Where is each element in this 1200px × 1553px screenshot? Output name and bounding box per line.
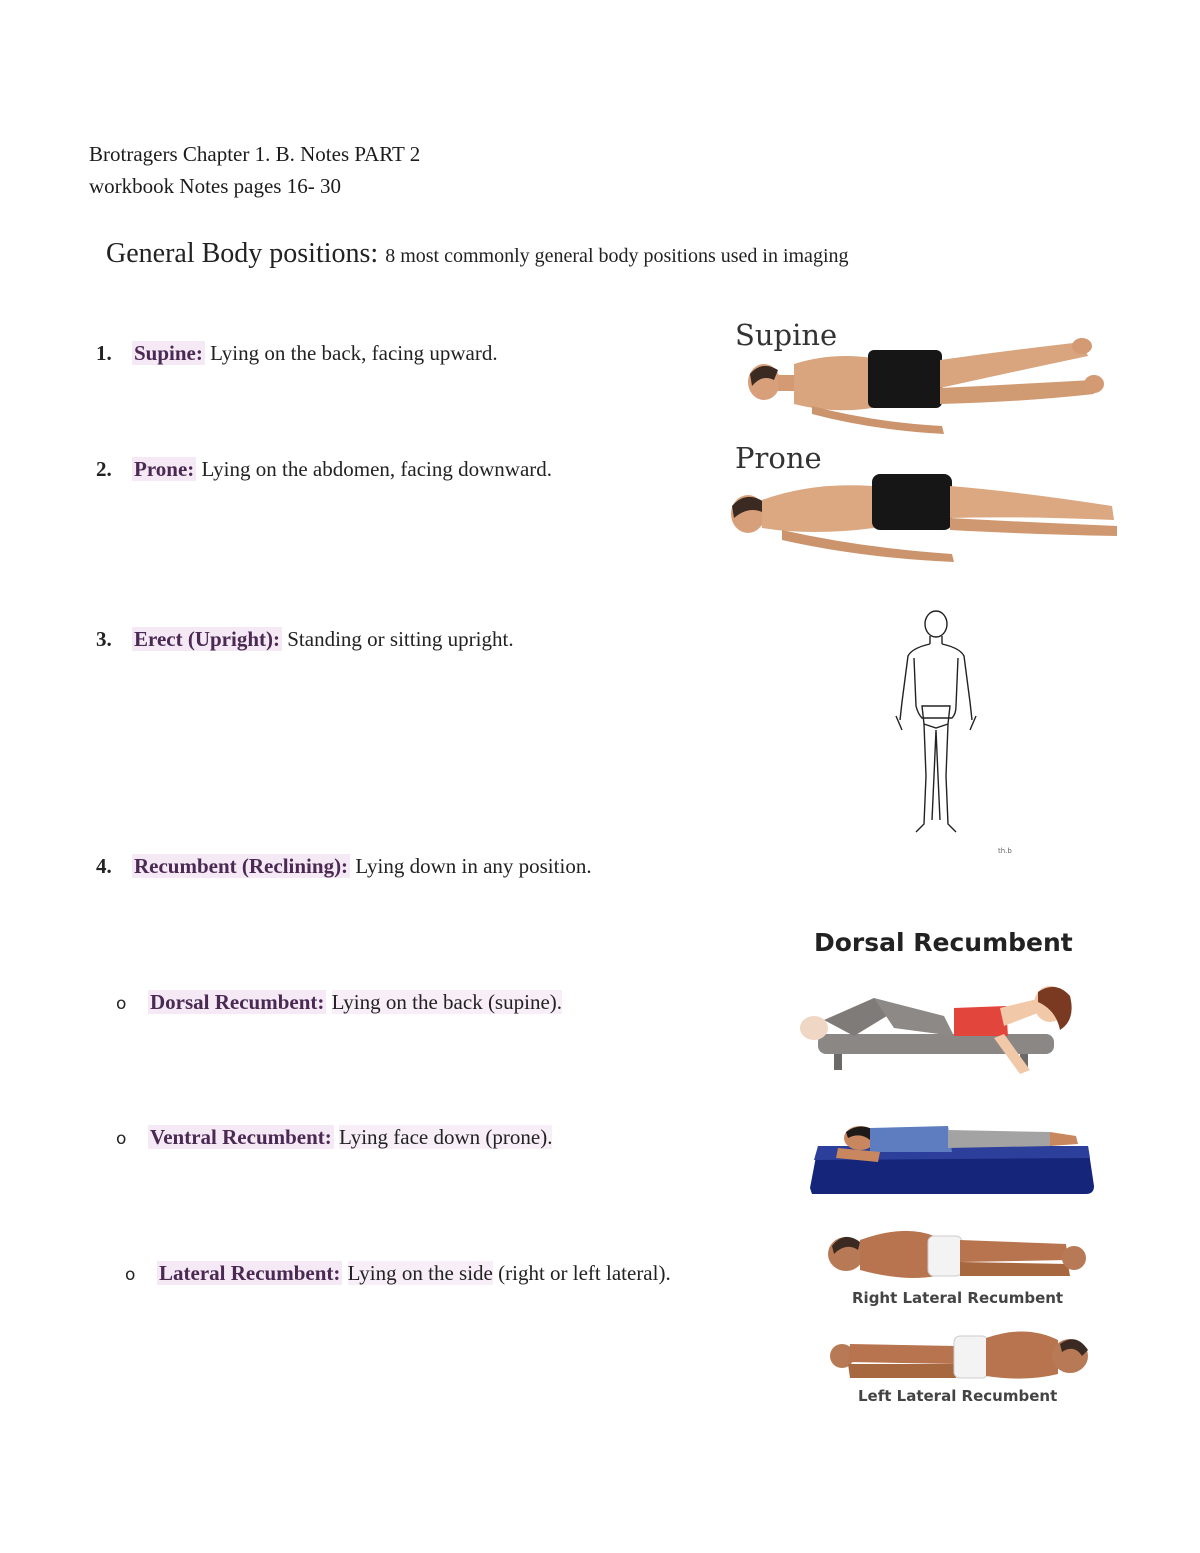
sub-item-lateral [125, 1261, 671, 1286]
item-description: Lying down in any position. [355, 854, 592, 878]
section-heading [106, 238, 849, 270]
doc-header-line-1: Brotragers Chapter 1. B. Notes PART 2 [89, 142, 421, 166]
section-title: General Body positions: [106, 238, 379, 269]
bullet: o [116, 994, 127, 1014]
right-lateral-recumbent-caption: Right Lateral Recumbent [852, 1289, 1064, 1307]
sub-item-description: Lying face down (prone). [339, 1125, 553, 1149]
list-item-erect [96, 627, 514, 652]
item-number: 4. [96, 854, 112, 878]
bullet: o [116, 1129, 127, 1149]
item-number: 1. [96, 341, 112, 365]
list-item-prone [96, 457, 552, 482]
sub-item-term: Lateral Recumbent: [159, 1261, 341, 1285]
item-term: Supine: [134, 341, 203, 365]
item-description: Lying on the abdomen, facing downward. [201, 457, 553, 481]
prone-figure-label: Prone [735, 441, 822, 475]
item-description: Lying on the back, facing upward. [210, 341, 498, 365]
sub-item-description-highlight: Lying on the side [347, 1261, 493, 1285]
section-subtitle: 8 most commonly general body positions used in imaging [385, 245, 849, 267]
erect-figure-illustration [886, 606, 986, 838]
supine-figure-illustration [722, 330, 1122, 440]
supine-figure-label: Supine [735, 318, 838, 352]
dorsal-recumbent-figure-illustration [794, 978, 1084, 1082]
erect-figure-mark: th.b [998, 847, 1012, 855]
item-number: 3. [96, 627, 112, 651]
item-term: Recumbent (Reclining): [134, 854, 349, 878]
item-term: Erect (Upright): [134, 627, 280, 651]
sub-item-description-rest: (right or left lateral). [492, 1261, 671, 1285]
item-number: 2. [96, 457, 112, 481]
sub-item-ventral [116, 1125, 552, 1150]
sub-item-description: Lying on the back (supine). [331, 990, 563, 1014]
sub-item-term: Dorsal Recumbent: [150, 990, 325, 1014]
bullet: o [125, 1265, 136, 1285]
right-lateral-recumbent-figure-illustration [824, 1220, 1094, 1288]
left-lateral-recumbent-caption: Left Lateral Recumbent [858, 1387, 1058, 1405]
item-term: Prone: [134, 457, 195, 481]
item-description: Standing or sitting upright. [287, 627, 514, 651]
sub-item-dorsal [116, 990, 562, 1015]
prone-figure-illustration [722, 466, 1132, 566]
dorsal-recumbent-figure-title: Dorsal Recumbent [814, 928, 1073, 957]
sub-item-term: Ventral Recumbent: [150, 1125, 332, 1149]
ventral-recumbent-figure-illustration [810, 1118, 1096, 1198]
list-item-supine [96, 341, 498, 366]
list-item-recumbent [96, 854, 592, 879]
left-lateral-recumbent-figure-illustration [826, 1322, 1092, 1386]
doc-header-line-2: workbook Notes pages 16- 30 [89, 174, 341, 198]
